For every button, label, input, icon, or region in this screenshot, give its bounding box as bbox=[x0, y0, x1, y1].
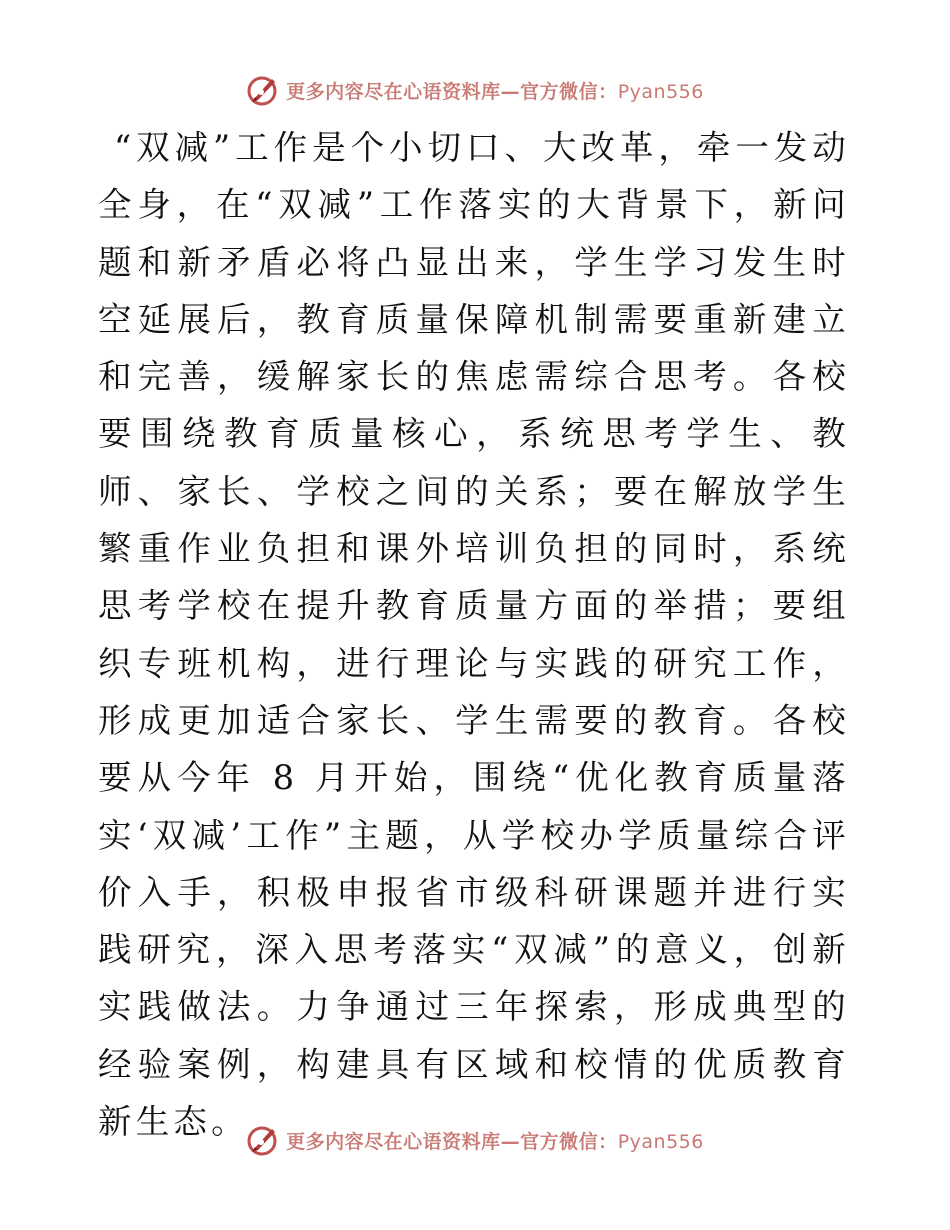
watermark-separator: — bbox=[500, 1130, 521, 1153]
quill-pen-logo-icon bbox=[246, 1123, 280, 1157]
watermark-text bbox=[286, 77, 704, 104]
watermark-wechat-label: 官方微信： bbox=[520, 80, 618, 103]
watermark-text bbox=[286, 1127, 704, 1154]
footer-watermark bbox=[0, 1120, 950, 1160]
watermark-separator: — bbox=[500, 80, 521, 103]
watermark-wechat-id: Pyan556 bbox=[617, 1130, 704, 1153]
body-paragraph: “双减”工作是个小切口、大改革，牵一发动全身，在“双减”工作落实的大背景下，新问题和新矛盾必将凸显出来，学生学习发生时空延展后，教育质量保障机制需要重新建立和完善，缓解家长的焦虑需综合思考。各校要围绕教育质量核心，系统思考学生、教师、家长、学校之间的关系；要在解放学生繁重作业负担和课外培训负担的同时，系统思考学校在提升教育质量方面的举措；要组织专班机构，进行理论与实践的研究工作，形成更加适合家长、学生需要的教育。各校要从今年 8 月开始，围绕“优化教育质量落实‘双减’工作”主题，从学校办学质量综合评价入手，积极申报省市级科研课题并进行实践研究，深入思考落实“双减”的意义，创新实践做法。力争通过三年探索，形成典型的经验案例，构建具有区域和校情的优质教育新生态。 bbox=[98, 128, 850, 1142]
watermark-wechat-label: 官方微信： bbox=[520, 1130, 618, 1153]
watermark-brand: 更多内容尽在心语资料库 bbox=[286, 80, 501, 103]
watermark-brand: 更多内容尽在心语资料库 bbox=[286, 1130, 501, 1153]
header-watermark bbox=[0, 70, 950, 110]
watermark-wechat-id: Pyan556 bbox=[617, 80, 704, 103]
quill-pen-logo-icon bbox=[246, 73, 280, 107]
